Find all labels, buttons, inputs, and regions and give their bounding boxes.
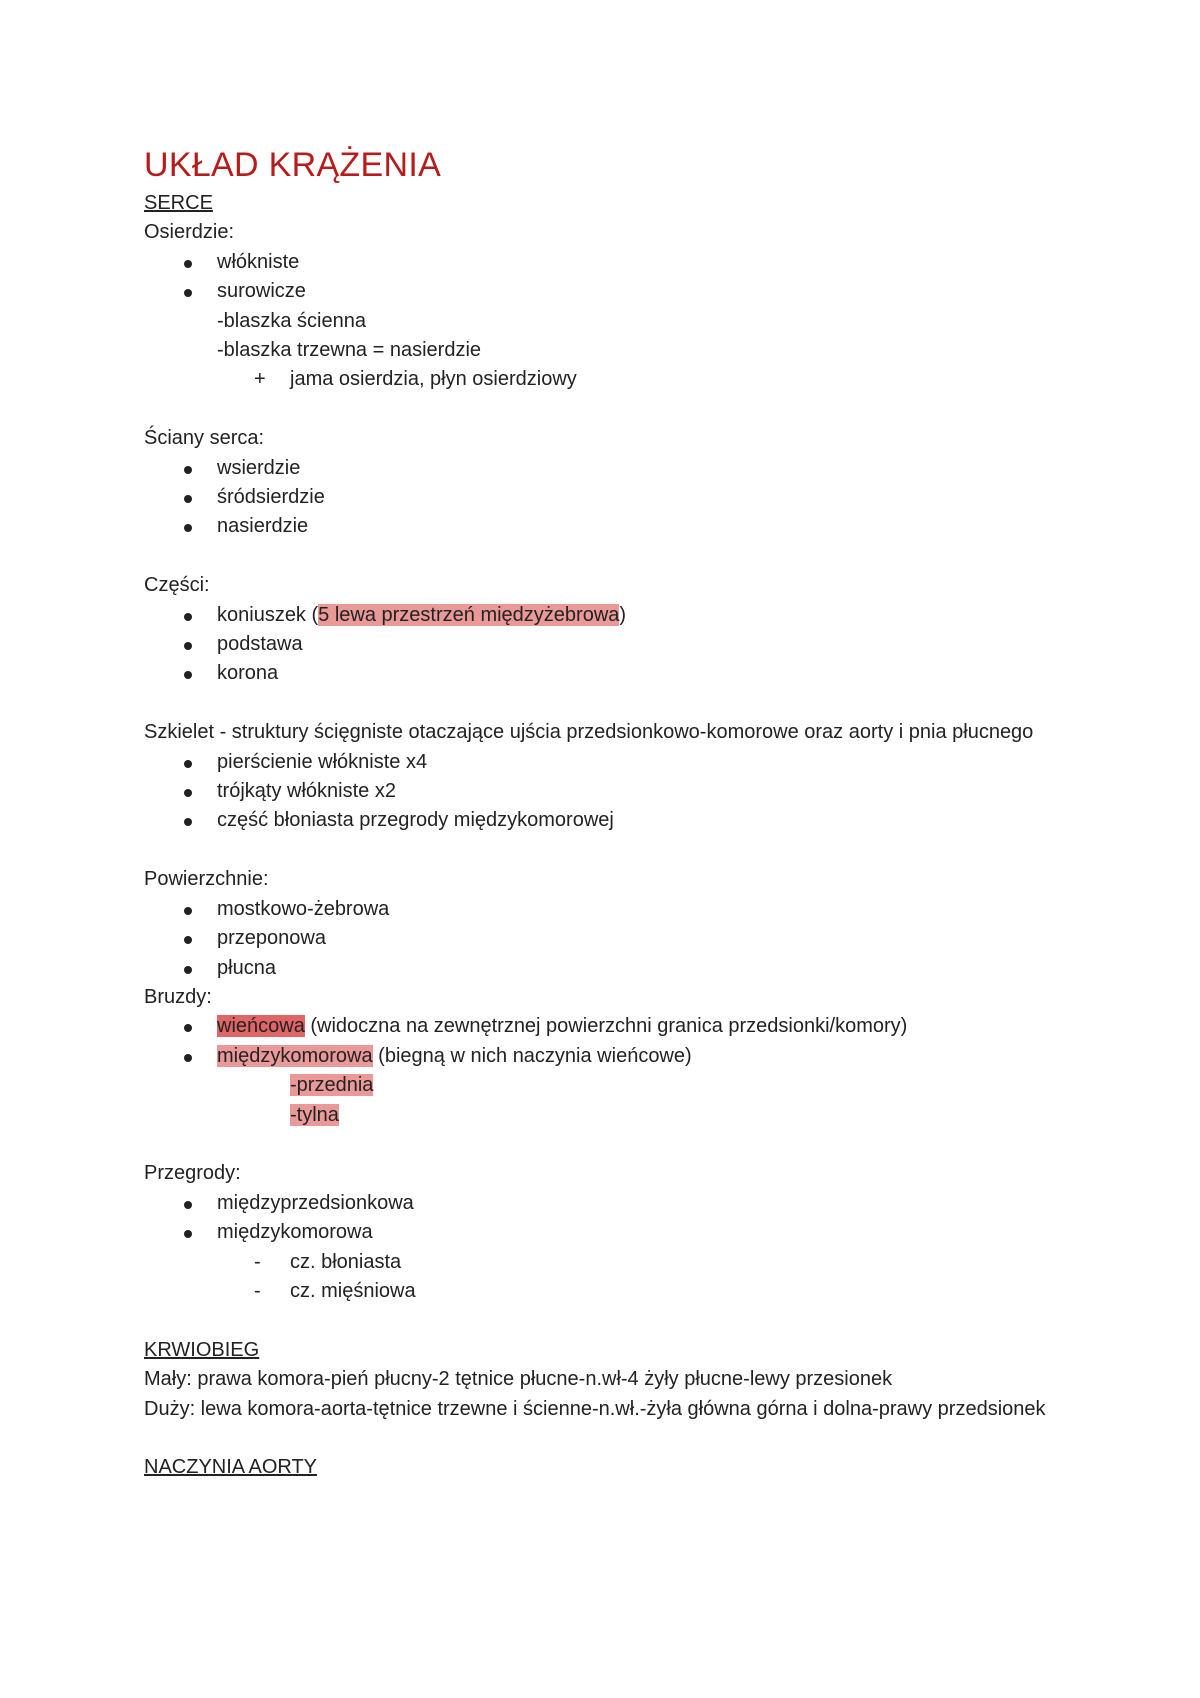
item-text: koniuszek (	[217, 603, 319, 626]
sub-item: -blaszka ścienna	[217, 309, 366, 332]
section-heading-naczynia: NACZYNIA AORTY	[144, 1456, 318, 1479]
section-heading-serce: SERCE	[144, 192, 213, 214]
list-item: nasierdzie	[144, 512, 1064, 541]
dash-item-text: cz. mięśniowa	[290, 1279, 416, 1302]
czesci-label: Części:	[144, 574, 210, 597]
list-item: międzykomorowa	[144, 1218, 1064, 1247]
dash-item-text: cz. błoniasta	[290, 1250, 402, 1273]
list-item: trójkąty włókniste x2	[144, 777, 1064, 806]
blank-line	[144, 1424, 1064, 1453]
document-page	[144, 145, 1064, 1483]
list-item: mostkowo-żebrowa	[144, 895, 1064, 924]
dash-item	[144, 1248, 1064, 1277]
plus-item-text: jama osierdzia, płyn osierdziowy	[290, 368, 577, 391]
highlighted-text: -przednia	[290, 1074, 374, 1097]
przegrody-label: Przegrody:	[144, 1162, 241, 1185]
list-item: włókniste	[144, 248, 1064, 277]
blank-line	[144, 1306, 1064, 1335]
krwiobieg-maly: Mały: prawa komora-pień płucny-2 tętnice płucne-n.wł-4 żyły płucne-lewy przesionek	[144, 1368, 893, 1391]
sciany-label: Ściany serca:	[144, 427, 265, 450]
highlighted-text: -tylna	[290, 1103, 339, 1126]
sub-item: -blaszka trzewna = nasierdzie	[217, 339, 482, 362]
osierdzie-label: Osierdzie:	[144, 221, 235, 244]
powierzchnie-label: Powierzchnie:	[144, 868, 269, 891]
dash-item	[144, 1277, 1064, 1306]
plus-item	[144, 365, 1064, 394]
list-item: pierścienie włókniste x4	[144, 748, 1064, 777]
list-item: surowicze	[144, 277, 1064, 306]
item-text: )	[619, 603, 627, 626]
list-item: wsierdzie	[144, 454, 1064, 483]
item-text: (widoczna na zewnętrznej powierzchni granica przedsionki/komory)	[304, 1015, 908, 1038]
list-item: korona	[144, 659, 1064, 688]
list-item	[144, 1012, 1064, 1041]
list-item: przeponowa	[144, 924, 1064, 953]
highlighted-text: międzykomorowa	[217, 1044, 373, 1067]
list-item: śródsierdzie	[144, 483, 1064, 512]
szkielet-label: Szkielet - struktury ścięgniste otaczające ujścia przedsionkowo-komorowe oraz aorty i pnia płucnego	[144, 721, 1034, 744]
list-item: międzyprzedsionkowa	[144, 1189, 1064, 1218]
blank-line	[144, 542, 1064, 571]
list-item: podstawa	[144, 630, 1064, 659]
list-item: część błoniasta przegrody międzykomorowej	[144, 806, 1064, 835]
sub-item	[144, 1071, 1064, 1100]
highlighted-text: 5 lewa przestrzeń międzyżebrowa	[318, 603, 620, 626]
section-heading-krwiobieg: KRWIOBIEG	[144, 1338, 260, 1361]
blank-line	[144, 689, 1064, 718]
item-text: (biegną w nich naczynia wieńcowe)	[372, 1044, 692, 1067]
list-item	[144, 601, 1064, 630]
highlighted-text: wieńcowa	[217, 1015, 305, 1038]
list-item: płucna	[144, 954, 1064, 983]
krwiobieg-duzy: Duży: lewa komora-aorta-tętnice trzewne i ścienne-n.wł.-żyła główna górna i dolna-prawy przedsionek	[144, 1397, 1046, 1420]
blank-line	[144, 1130, 1064, 1159]
blank-line	[144, 836, 1064, 865]
blank-line	[144, 395, 1064, 424]
document-title: UKŁAD KRĄŻENIA	[144, 146, 442, 184]
list-item	[144, 1042, 1064, 1071]
sub-item	[144, 1101, 1064, 1130]
bruzdy-label: Bruzdy:	[144, 985, 212, 1008]
